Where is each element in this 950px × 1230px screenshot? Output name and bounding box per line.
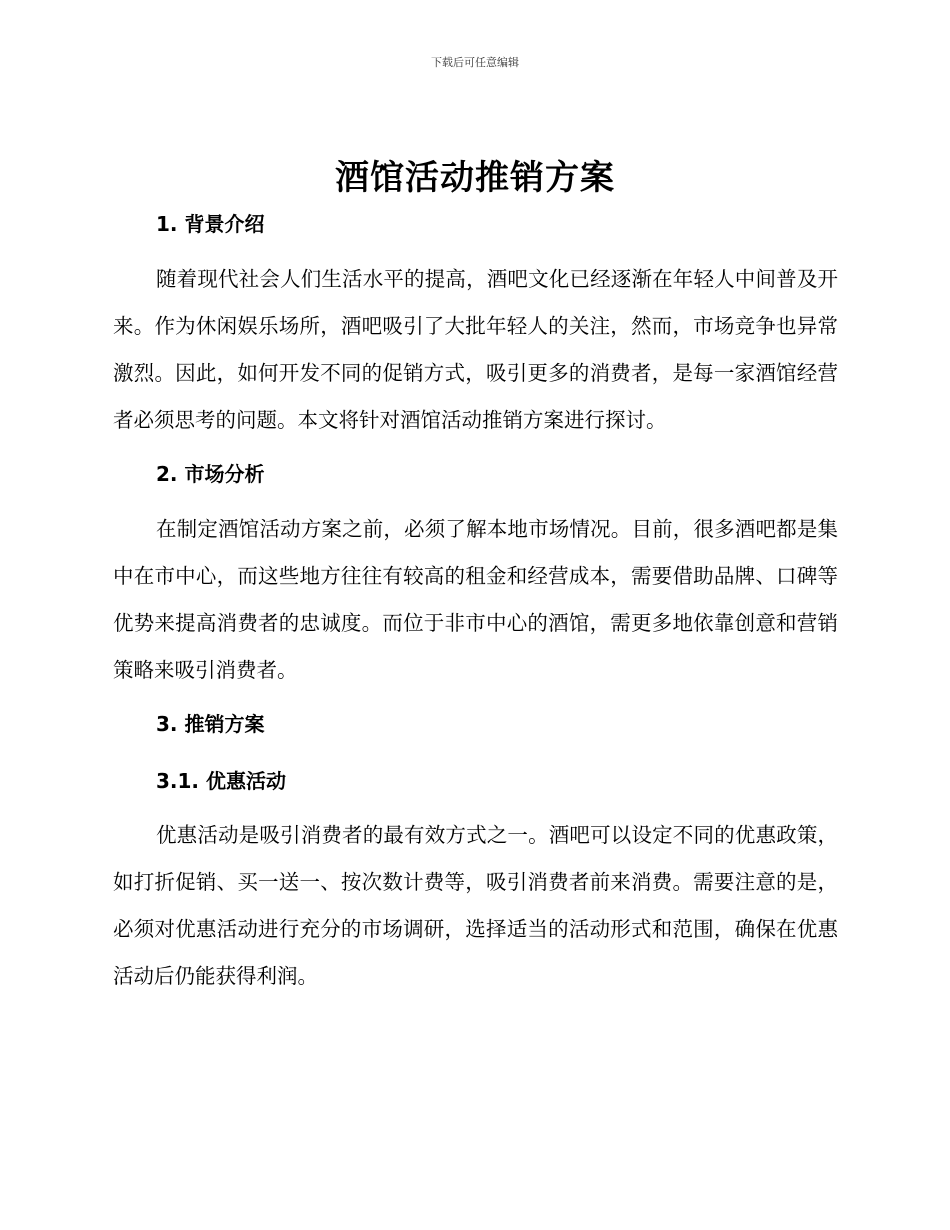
section-heading-background: 1. 背景介绍 xyxy=(156,212,265,236)
section-paragraph-market-analysis: 在制定酒馆活动方案之前，必须了解本地市场情况。目前，很多酒吧都是集中在市中心，而这些地方往往有较高的租金和经营成本，需要借助品牌、口碑等优势来提高消费者的忠诚度。而位于非市中心的酒馆，需更多地依靠创意和营销策略来吸引消费者。 xyxy=(113,517,838,682)
section-heading-promotion-plan: 3. 推销方案 xyxy=(156,712,265,736)
section-paragraph-discount-activities: 优惠活动是吸引消费者的最有效方式之一。酒吧可以设定不同的优惠政策，如打折促销、买一送一、按次数计费等，吸引消费者前来消费。需要注意的是，必须对优惠活动进行充分的市场调研，选择适当的活动形式和范围，确保在优惠活动后仍能获得利润。 xyxy=(113,823,838,988)
document-title: 酒馆活动推销方案 xyxy=(335,158,615,198)
section-heading-discount-activities: 3.1. 优惠活动 xyxy=(156,769,286,793)
section-heading-market-analysis: 2. 市场分析 xyxy=(156,462,265,486)
section-paragraph-background: 随着现代社会人们生活水平的提高，酒吧文化已经逐渐在年轻人中间普及开来。作为休闲娱乐场所，酒吧吸引了大批年轻人的关注，然而，市场竞争也异常激烈。因此，如何开发不同的促销方式，吸引更多的消费者，是每一家酒馆经营者必须思考的问题。本文将针对酒馆活动推销方案进行探讨。 xyxy=(113,267,838,432)
page-header-note: 下载后可任意编辑 xyxy=(431,56,519,69)
